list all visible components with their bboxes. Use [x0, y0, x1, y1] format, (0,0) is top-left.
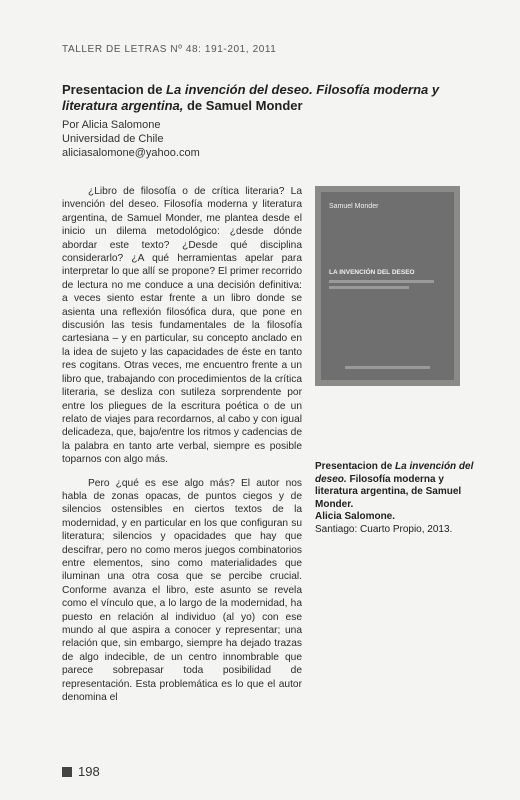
caption-italic: La invención del deseo. — [315, 461, 474, 485]
caption-prefix: Presentacion de — [315, 461, 396, 472]
caption-author: Alicia Salomone. — [315, 511, 396, 522]
cover-title: LA INVENCIÓN DEL DESEO — [329, 269, 415, 276]
article-title — [62, 82, 482, 114]
caption-rest: Filosofía moderna y literatura argentina, de Samuel Monder. — [315, 473, 462, 510]
cover-subtitle-bar — [329, 280, 434, 283]
paragraph-1: ¿Libro de filosofía o de crítica literaria? La invención del deseo. Filosofía moderna y literatura argentina, de Samuel Monder, me plantea desde el inicio un dilema metodológico: ¿desde dónde abordar este texto? ¿Desde qué disciplina considerarlo? ¿A qué herramientas apelar para interpretar lo que allí se propone? El primer recorrido de lectura no me conduce a una decisión definitiva: a veces siento estar frente a un libro donde se asienta una reflexión filosófica dura, que pone en discusión las tesis fundamentales de la filosofía cartesiana – y en particular, su concepto anclado en la idea de sujeto y las capacidades de éste en tanto res cogitans. Otras veces, me encuentro frente a un libro que, trabajando con procedimientos de la crítica literaria, se desliza con sutileza sorprendente por entre los pliegues de la escritura poética o de un relato de viajes para recordarnos, al cabo y con igual delicadeza, que, bajo/entre los ritmos y cadencias de la palabra en tanto arte verbal, siempre es posible toparnos con algo más. — [62, 186, 302, 466]
title-prefix: Presentacion de — [62, 82, 167, 97]
author-email: aliciasalomone@yahoo.com — [62, 147, 200, 159]
title-italic: La invención del deseo. Filosofía moderna y literatura argentina, — [62, 82, 440, 113]
figure-caption — [315, 461, 475, 536]
cover-publisher-bar — [345, 366, 430, 369]
cover-author: Samuel Monder — [329, 203, 379, 210]
square-bullet-icon — [62, 767, 72, 777]
cover-subtitle-bar-2 — [329, 286, 409, 289]
affiliation: Universidad de Chile — [62, 133, 164, 145]
caption-publication: Santiago: Cuarto Propio, 2013. — [315, 523, 453, 535]
author-line: Por Alicia Salomone — [62, 119, 161, 131]
paragraph-2: Pero ¿qué es ese algo más? El autor nos habla de zonas opacas, de puntos ciegos y de silencios ostensibles en ciertos textos de la modernidad, y en particular en los que configuran su literatura; silencios y opacidades que hay que descifrar, pero no como meros juegos combinatorios entre elementos, sino como materialidades que iluminan una otra cosa que se percibe crucial. Conforme avanza el libro, este asunto se revela como el vínculo que, a lo largo de la modernidad, ha puesto en relación al individuo (al yo) con ese mundo al que aspira a conocer y representar; una relación que, sin embargo, siempre ha dejado trazas de algo indecible, de un centro innombrable que parece sobrepasar toda posibilidad de representación. Esta problemática es lo que el autor denomina el — [62, 477, 302, 704]
title-suffix: de Samuel Monder — [183, 98, 303, 113]
caption-title — [315, 461, 475, 511]
page-footer — [62, 764, 100, 779]
author-block — [62, 118, 200, 160]
running-head: TALLER DE LETRAS Nº 48: 191-201, 2011 — [62, 44, 277, 55]
page-number: 198 — [78, 764, 100, 779]
book-cover-image — [315, 186, 460, 386]
body-text — [62, 185, 302, 714]
